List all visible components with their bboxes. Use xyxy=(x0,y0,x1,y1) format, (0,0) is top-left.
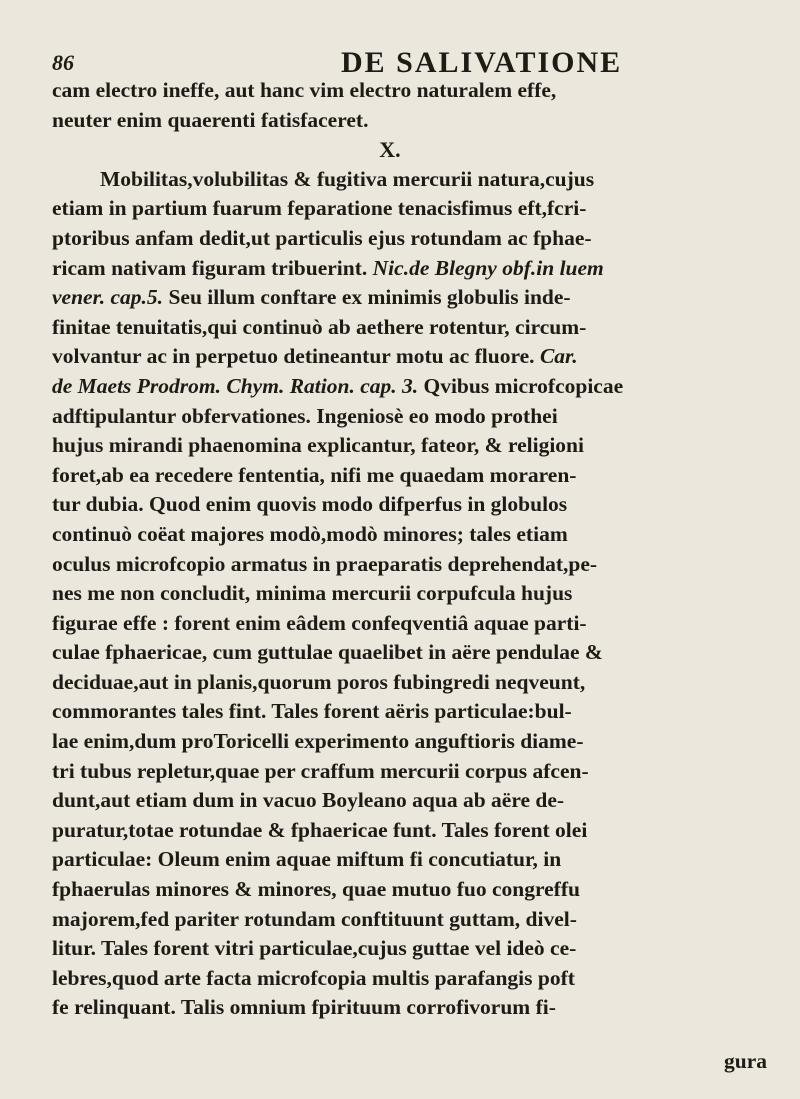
text-line: dunt,aut etiam dum in vacuo Boyleano aqua ab aëre de- xyxy=(52,788,565,813)
text-segment: volvantur ac in perpetuo detineantur motu ac fluore. xyxy=(52,344,535,369)
text-line: figurae effe : forent enim eâdem confeqventiâ aquae parti- xyxy=(52,610,587,635)
text-line: lebres,quod arte facta microfcopia multis parafangis poft xyxy=(52,965,575,990)
text-segment: Seu illum conftare ex minimis globulis inde- xyxy=(168,285,571,310)
text-line: culae fphaericae, cum guttulae quaelibet in aëre pendulae & xyxy=(52,640,603,665)
text-segment: ricam nativam figuram tribuerint. xyxy=(52,255,368,280)
text-line: deciduae,aut in planis,quorum poros fubingredi neqveunt, xyxy=(52,669,586,694)
text-line: Mobilitas,volubilitas & fugitiva mercurii natura,cujus xyxy=(100,166,595,191)
text-line: tur dubia. Quod enim quovis modo difperfus in globulos xyxy=(52,492,568,517)
text-line: majorem,fed pariter rotundam conftituunt guttam, divel- xyxy=(52,906,577,931)
text-line xyxy=(52,372,768,402)
page-number: 86 xyxy=(52,50,74,75)
text-line xyxy=(52,283,768,313)
text-line: puratur,totae rotundae & fphaericae funt. Tales forent olei xyxy=(52,817,588,842)
section-number: X. xyxy=(379,137,401,163)
text-line: foret,ab ea recedere fententia, nifi me quaedam moraren- xyxy=(52,462,577,487)
citation: vener. cap.5. xyxy=(52,285,164,310)
text-line: etiam in partium fuarum feparatione tenacisfimus eft,fcri- xyxy=(52,196,587,221)
text-line: tri tubus repletur,quae per craffum mercurii corpus afcen- xyxy=(52,758,589,783)
text-line: ptoribus anfam dedit,ut particulis ejus rotundam ac fphae- xyxy=(52,225,592,250)
citation: Nic.de Blegny obf.in luem xyxy=(372,255,604,280)
text-line: litur. Tales forent vitri particulae,cujus guttae vel ideò ce- xyxy=(52,936,577,961)
text-line: fe relinquant. Talis omnium fpirituum corrofivorum fi- xyxy=(52,995,556,1020)
text-segment: Qvibus microfcopicae xyxy=(423,373,624,398)
catchword: gura xyxy=(724,1049,767,1073)
citation: Car. xyxy=(539,344,578,369)
running-head: DE SALIVATIONE xyxy=(341,46,623,79)
text-line: nes me non concludit, minima mercurii corpufcula hujus xyxy=(52,581,573,606)
text-line: neuter enim quaerenti fatisfaceret. xyxy=(52,107,369,132)
text-line: adftipulantur obfervationes. Ingeniosè eo modo prothei xyxy=(52,403,558,428)
text-line: cam electro ineffe, aut hanc vim electro naturalem effe, xyxy=(52,78,557,102)
text-line: continuò coëat majores modò,modò minores; tales etiam xyxy=(52,521,568,546)
page-header xyxy=(52,46,752,80)
text-line: particulae: Oleum enim aquae miftum fi concutiatur, in xyxy=(52,847,562,872)
text-line: finitae tenuitatis,qui continuò ab aethere rotentur, circum- xyxy=(52,314,587,339)
text-line: commorantes tales fint. Tales forent aëris particulae:bul- xyxy=(52,699,572,724)
text-line: lae enim,dum proToricelli experimento anguftioris diame- xyxy=(52,729,584,754)
citation: de Maets Prodrom. Chym. Ration. cap. 3. xyxy=(52,373,419,398)
body-text xyxy=(52,76,768,1023)
text-line: hujus mirandi phaenomina explicantur, fateor, & religioni xyxy=(52,433,584,458)
text-line: oculus microfcopio armatus in praeparatis deprehendat,pe- xyxy=(52,551,598,576)
text-line xyxy=(52,254,768,284)
text-line: fphaerulas minores & minores, quae mutuo fuo congreffu xyxy=(52,877,580,902)
text-line xyxy=(52,342,768,372)
